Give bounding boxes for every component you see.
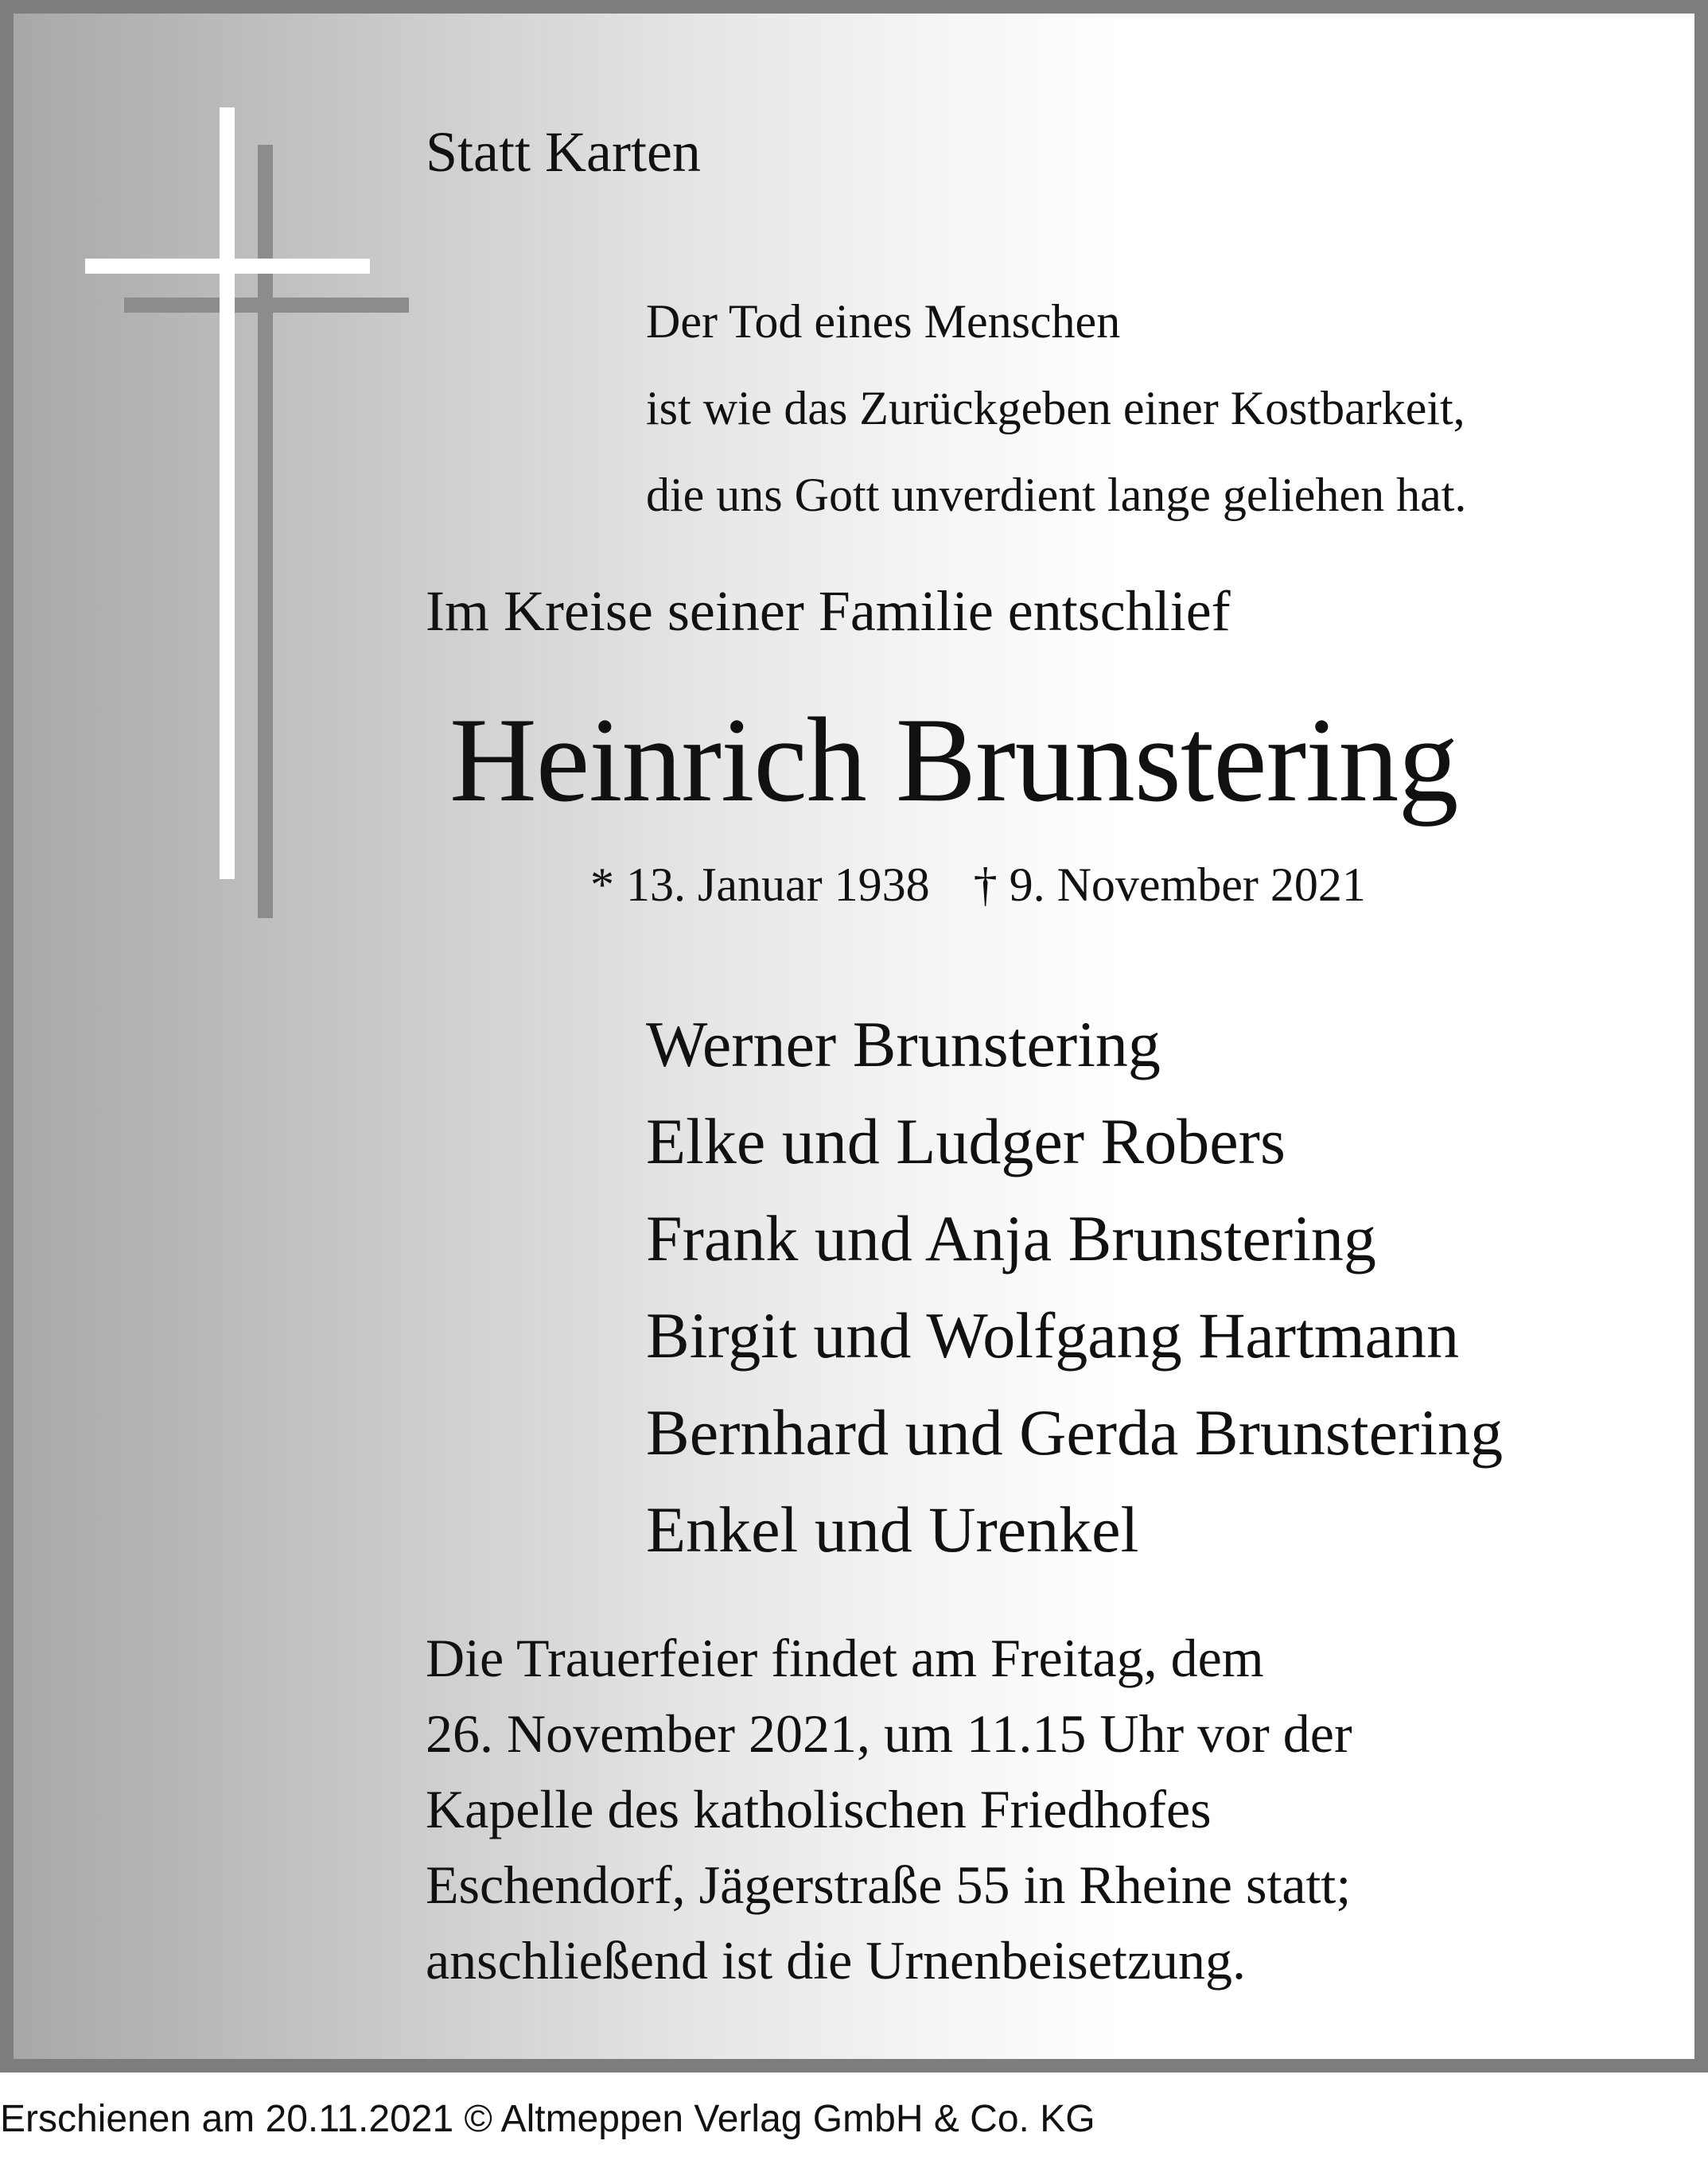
service-line: Kapelle des katholischen Friedhofes xyxy=(426,1779,1212,1839)
mourner-item: Werner Brunstering xyxy=(646,1008,1161,1080)
cross-shadow-horizontal xyxy=(124,298,409,313)
service-info xyxy=(426,1621,1352,1998)
quote-line: Der Tod eines Menschen xyxy=(646,295,1121,348)
mourner-item: Bernhard und Gerda Brunstering xyxy=(646,1396,1504,1469)
mourner-item: Frank und Anja Brunstering xyxy=(646,1202,1376,1275)
service-line: Eschendorf, Jägerstraße 55 in Rheine statt; xyxy=(426,1854,1352,1915)
service-line: anschließend ist die Urnenbeisetzung. xyxy=(426,1930,1247,1991)
life-dates xyxy=(590,858,1366,911)
mourner-item: Enkel und Urenkel xyxy=(646,1493,1139,1566)
service-line: 26. November 2021, um 11.15 Uhr vor der xyxy=(426,1703,1352,1764)
cross-vertical xyxy=(220,107,235,879)
death-date: † 9. November 2021 xyxy=(973,858,1366,911)
notice-header: Statt Karten xyxy=(426,120,701,184)
birth-date: * 13. Januar 1938 xyxy=(590,858,930,911)
intro-line: Im Kreise seiner Familie entschlief xyxy=(426,579,1231,643)
mourner-item: Elke und Ludger Robers xyxy=(646,1105,1286,1177)
deceased-name: Heinrich Brunstering xyxy=(449,693,1458,827)
mourner-item: Birgit und Wolfgang Hartmann xyxy=(646,1299,1460,1372)
quote xyxy=(646,278,1466,539)
publication-footer: Erschienen am 20.11.2021 © Altmeppen Verlag GmbH & Co. KG xyxy=(0,2098,1095,2140)
cross-horizontal xyxy=(85,259,370,274)
quote-line: die uns Gott unverdient lange geliehen hat. xyxy=(646,469,1467,521)
service-line: Die Trauerfeier findet am Freitag, dem xyxy=(426,1628,1264,1688)
mourners-list xyxy=(646,996,1503,1578)
quote-line: ist wie das Zurückgeben einer Kostbarkeit, xyxy=(646,382,1465,434)
